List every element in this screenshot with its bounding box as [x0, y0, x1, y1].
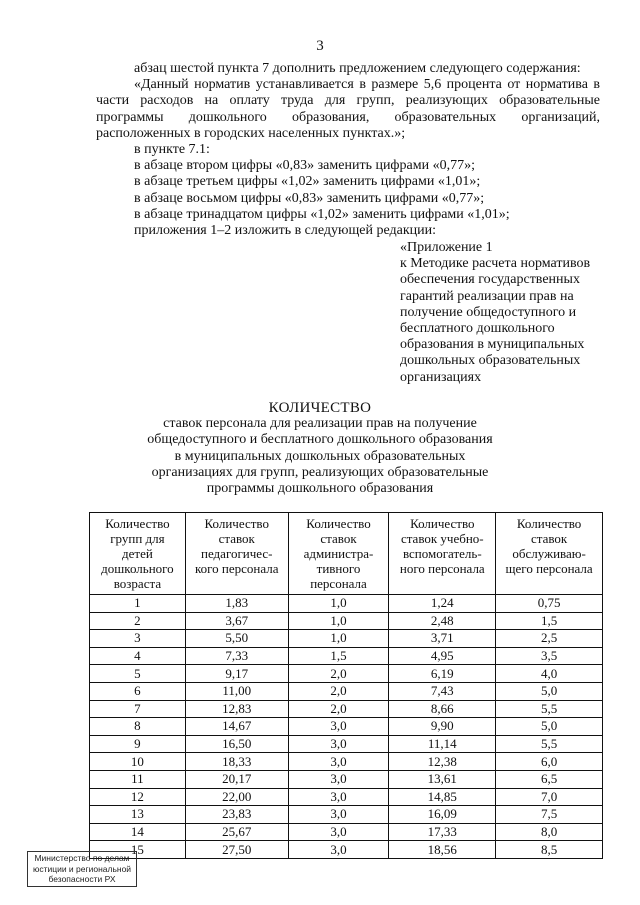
appendix-line: к Методике расчета нормативов — [400, 256, 591, 272]
header-line: дошкольного — [101, 561, 174, 576]
table-cell: 5,0 — [496, 718, 603, 736]
table-cell: 3,0 — [288, 753, 389, 771]
table-cell: 9 — [90, 735, 186, 753]
table-cell: 1,0 — [288, 595, 389, 613]
table-row — [90, 770, 603, 788]
header-line: ставок — [320, 531, 357, 546]
table-cell: 20,17 — [185, 770, 288, 788]
table-cell: 4 — [90, 647, 186, 665]
table-cell: 7,33 — [185, 647, 288, 665]
table-cell: 8,0 — [496, 823, 603, 841]
table-cell: 3,0 — [288, 788, 389, 806]
paragraph-2-line-1: «Данный норматив устанавливается в размере 5,6 процента от норматива в — [134, 77, 600, 93]
paragraph-3: в пункте 7.1: — [134, 142, 210, 158]
table-cell: 6,19 — [389, 665, 496, 683]
table-cell: 5,0 — [496, 682, 603, 700]
table-cell: 3,5 — [496, 647, 603, 665]
header-line: ставок — [530, 531, 568, 546]
table-cell: 3,0 — [288, 823, 389, 841]
table-cell: 1,0 — [288, 612, 389, 630]
table-cell: 5,5 — [496, 735, 603, 753]
table-cell: 2,5 — [496, 630, 603, 648]
header-line: групп для — [110, 531, 165, 546]
table-cell: 2,0 — [288, 665, 389, 683]
table-cell: 13 — [90, 806, 186, 824]
header-support-staff — [389, 513, 496, 595]
table-cell: 1,24 — [389, 595, 496, 613]
table-cell: 17,33 — [389, 823, 496, 841]
table-cell: 4,0 — [496, 665, 603, 683]
appendix-line: организациях — [400, 369, 482, 385]
header-line: Количество — [306, 516, 371, 531]
table-cell: 3,0 — [288, 806, 389, 824]
table-cell: 14,85 — [389, 788, 496, 806]
table-cell: 9,90 — [389, 718, 496, 736]
table-cell: 15 — [90, 841, 186, 859]
header-line: ставок — [218, 531, 255, 546]
table-cell: 0,75 — [496, 595, 603, 613]
staff-rates-table — [89, 512, 603, 859]
table-cell: 11,14 — [389, 735, 496, 753]
table-cell: 2,48 — [389, 612, 496, 630]
table-row — [90, 753, 603, 771]
table-cell: 7,43 — [389, 682, 496, 700]
header-line: Количество — [204, 516, 269, 531]
header-line: персонала — [310, 576, 367, 591]
paragraph-2-line-3: программы дошкольного образования, образовательных организаций, — [96, 109, 600, 125]
header-administrative-staff — [288, 513, 389, 595]
title-heading: КОЛИЧЕСТВО — [268, 400, 372, 416]
paragraph-8: приложения 1–2 изложить в следующей редакции: — [134, 223, 437, 239]
header-line: ставок учебно- — [400, 531, 484, 546]
table-cell: 1,83 — [185, 595, 288, 613]
table-cell: 23,83 — [185, 806, 288, 824]
table-row — [90, 718, 603, 736]
header-line: педагогичес- — [201, 546, 273, 561]
paragraph-2-line-2: части расходов на оплату труда для групп, реализующих образовательные — [96, 93, 600, 109]
table-cell: 12,83 — [185, 700, 288, 718]
table-row — [90, 612, 603, 630]
table-cell: 2,0 — [288, 700, 389, 718]
table-cell: 16,50 — [185, 735, 288, 753]
header-line: детей — [122, 546, 153, 561]
paragraph-7: в абзаце тринадцатом цифры «1,02» заменить цифрами «1,01»; — [134, 206, 510, 222]
table-row — [90, 700, 603, 718]
table-header-row — [90, 513, 603, 595]
table-cell: 5,5 — [496, 700, 603, 718]
table-cell: 18,56 — [389, 841, 496, 859]
title-line: в муниципальных дошкольных образовательных — [174, 448, 466, 464]
table-row — [90, 682, 603, 700]
table-cell: 5 — [90, 665, 186, 683]
appendix-line: дошкольных образовательных — [400, 353, 581, 369]
appendix-line: обеспечения государственных — [400, 272, 580, 288]
table-cell: 8 — [90, 718, 186, 736]
header-groups-count — [90, 513, 186, 595]
table-cell: 6,0 — [496, 753, 603, 771]
appendix-line: образования в муниципальных — [400, 337, 585, 353]
table-cell: 3,0 — [288, 841, 389, 859]
stamp-line: безопасности РХ — [48, 874, 116, 884]
table-row — [90, 806, 603, 824]
table-cell: 1,5 — [288, 647, 389, 665]
appendix-line: бесплатного дошкольного — [400, 321, 555, 337]
page-number: 3 — [316, 38, 324, 54]
table-row — [90, 823, 603, 841]
title-line: организациях для групп, реализующих образовательные — [151, 464, 489, 480]
table-cell: 4,95 — [389, 647, 496, 665]
table-row — [90, 841, 603, 859]
table-cell: 18,33 — [185, 753, 288, 771]
table-cell: 8,66 — [389, 700, 496, 718]
table-cell: 12 — [90, 788, 186, 806]
table-cell: 14 — [90, 823, 186, 841]
header-line: ного персонала — [399, 561, 485, 576]
table-cell: 3,0 — [288, 718, 389, 736]
table-row — [90, 630, 603, 648]
table-cell: 3,0 — [288, 770, 389, 788]
table-cell: 2,0 — [288, 682, 389, 700]
table-cell: 3,71 — [389, 630, 496, 648]
table-title — [0, 400, 640, 497]
table-cell: 16,09 — [389, 806, 496, 824]
appendix-reference — [400, 240, 610, 386]
table-body — [90, 595, 603, 859]
table-cell: 3,0 — [288, 735, 389, 753]
table-cell: 3,67 — [185, 612, 288, 630]
header-service-staff — [496, 513, 603, 595]
paragraph-1: абзац шестой пункта 7 дополнить предложением следующего содержания: — [134, 61, 581, 76]
table-cell: 5,50 — [185, 630, 288, 648]
table-cell: 22,00 — [185, 788, 288, 806]
table-cell: 25,67 — [185, 823, 288, 841]
title-line: общедоступного и бесплатного дошкольного образования — [147, 432, 493, 448]
header-line: возраста — [113, 576, 162, 591]
table-cell: 7 — [90, 700, 186, 718]
table-cell: 9,17 — [185, 665, 288, 683]
paragraph-6: в абзаце восьмом цифры «0,83» заменить цифрами «0,77»; — [134, 190, 485, 206]
table-cell: 10 — [90, 753, 186, 771]
paragraph-4: в абзаце втором цифры «0,83» заменить цифрами «0,77»; — [134, 158, 475, 174]
table-cell: 1,0 — [288, 630, 389, 648]
appendix-line: гарантий реализации прав на — [400, 288, 574, 304]
table-cell: 14,67 — [185, 718, 288, 736]
table-row — [90, 735, 603, 753]
table-cell: 7,0 — [496, 788, 603, 806]
title-line: ставок персонала для реализации прав на получение — [163, 416, 477, 432]
table-row — [90, 788, 603, 806]
table-cell: 1,5 — [496, 612, 603, 630]
header-line: обслуживаю- — [512, 546, 586, 561]
stamp-line: Министерство по делам — [34, 853, 130, 863]
header-pedagogical-staff — [185, 513, 288, 595]
title-line: программы дошкольного образования — [206, 481, 434, 497]
table-cell: 11,00 — [185, 682, 288, 700]
header-line: администра- — [303, 546, 374, 561]
appendix-line: получение общедоступного и — [400, 304, 577, 320]
appendix-line: «Приложение 1 — [400, 240, 493, 255]
table-cell: 11 — [90, 770, 186, 788]
header-line: щего персонала — [505, 561, 593, 576]
paragraph-5: в абзаце третьем цифры «1,02» заменить цифрами «1,01»; — [134, 174, 481, 190]
table-cell: 12,38 — [389, 753, 496, 771]
amendment-text — [96, 61, 600, 239]
table-row — [90, 595, 603, 613]
table-cell: 6,5 — [496, 770, 603, 788]
table-cell: 8,5 — [496, 841, 603, 859]
table-row — [90, 665, 603, 683]
table-cell: 7,5 — [496, 806, 603, 824]
table-cell: 13,61 — [389, 770, 496, 788]
header-line: кого персонала — [194, 561, 279, 576]
header-line: Количество — [105, 516, 170, 531]
table-cell: 6 — [90, 682, 186, 700]
header-line: тивного — [316, 561, 361, 576]
header-line: вспомогатель- — [402, 546, 482, 561]
ministry-stamp — [27, 851, 137, 887]
header-line: Количество — [410, 516, 475, 531]
table-cell: 27,50 — [185, 841, 288, 859]
paragraph-2-line-4: расположенных в городских населенных пунктах.»; — [96, 125, 406, 141]
table-cell: 2 — [90, 612, 186, 630]
table-row — [90, 647, 603, 665]
stamp-line: юстиции и региональной — [32, 863, 132, 874]
header-line: Количество — [516, 516, 582, 531]
table-cell: 3 — [90, 630, 186, 648]
table-cell: 1 — [90, 595, 186, 613]
